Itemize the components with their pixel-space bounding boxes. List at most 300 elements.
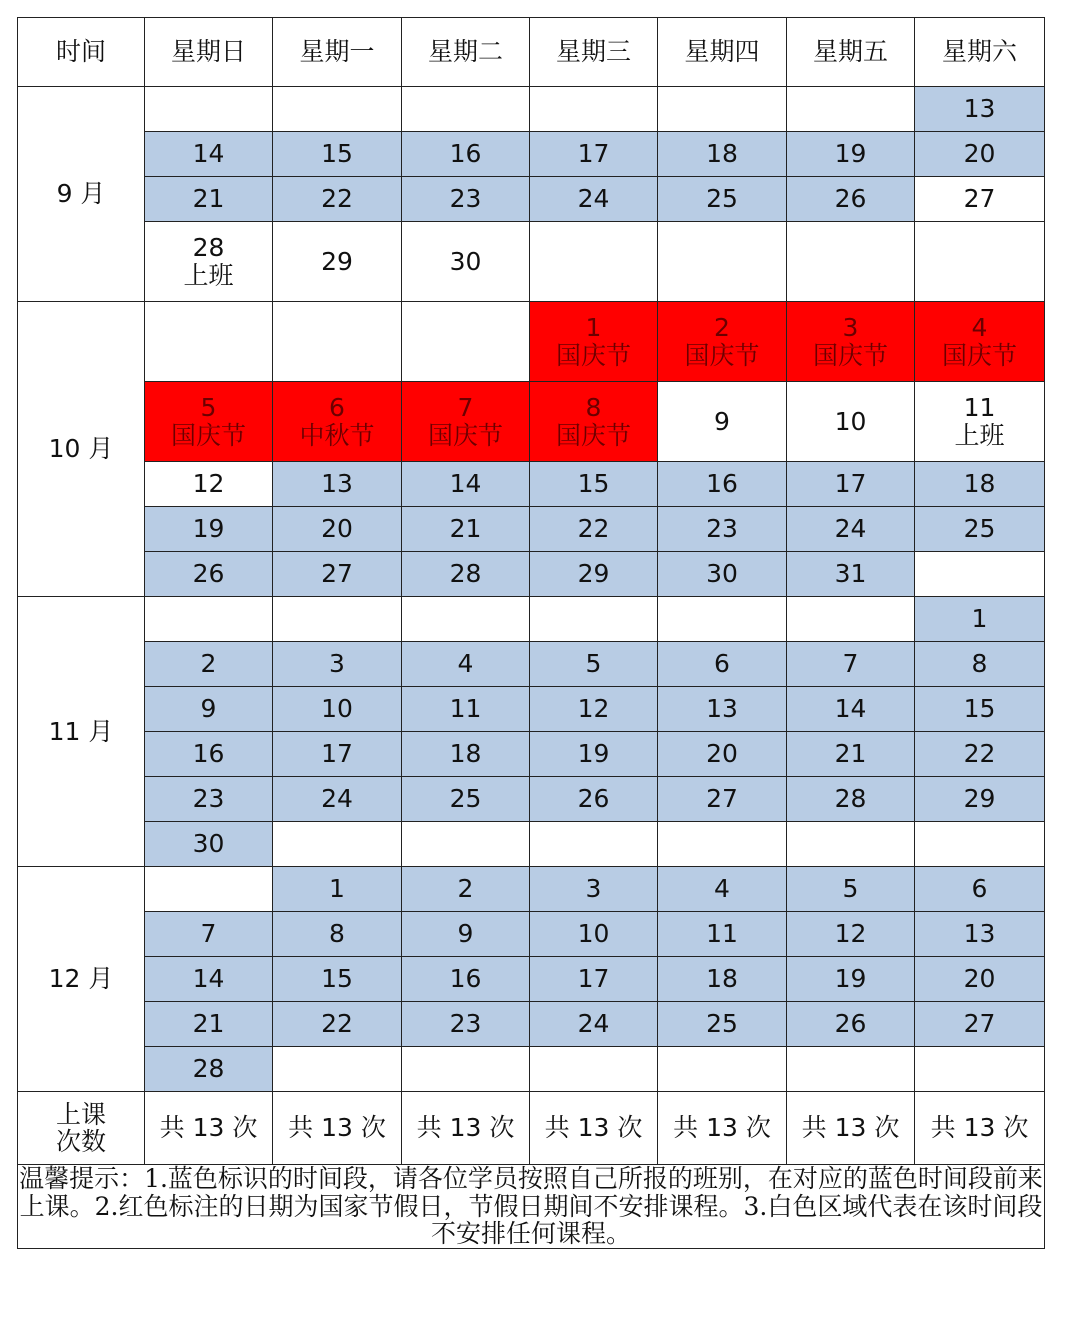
week-row bbox=[18, 222, 1045, 302]
class-day-cell bbox=[530, 912, 658, 957]
class-day-cell bbox=[273, 177, 402, 222]
day-number: 27 bbox=[963, 184, 996, 214]
day-note: 国庆节 bbox=[684, 340, 760, 370]
class-day-cell bbox=[145, 132, 273, 177]
class-day-cell bbox=[145, 177, 273, 222]
day-number: 6 bbox=[714, 649, 730, 679]
day-number: 23 bbox=[706, 514, 738, 544]
day-number: 24 bbox=[834, 514, 867, 544]
week-row bbox=[18, 912, 1045, 957]
day-number: 17 bbox=[577, 139, 610, 169]
empty-cell bbox=[658, 1047, 787, 1092]
class-day-cell bbox=[915, 1002, 1045, 1047]
class-day-cell bbox=[787, 462, 915, 507]
weekday-header-fri: 星期五 bbox=[787, 18, 915, 87]
empty-cell bbox=[273, 597, 402, 642]
week-row bbox=[18, 1047, 1045, 1092]
day-number: 18 bbox=[706, 139, 738, 169]
class-day-cell bbox=[273, 132, 402, 177]
day-cell bbox=[658, 382, 787, 462]
class-day-cell bbox=[273, 462, 402, 507]
class-day-cell bbox=[530, 732, 658, 777]
class-day-cell bbox=[915, 87, 1045, 132]
header-row bbox=[18, 18, 1045, 87]
class-day-cell bbox=[915, 957, 1045, 1002]
class-day-cell bbox=[145, 1002, 273, 1047]
time-header: 时间 bbox=[18, 18, 145, 87]
class-count-value: 共 13 次 bbox=[273, 1092, 402, 1165]
day-number: 9 bbox=[714, 406, 730, 436]
week-row bbox=[18, 382, 1045, 462]
weekday-header-sat: 星期六 bbox=[915, 18, 1045, 87]
weekday-header-mon: 星期一 bbox=[273, 18, 402, 87]
class-day-cell bbox=[658, 177, 787, 222]
class-day-cell bbox=[658, 462, 787, 507]
week-row bbox=[18, 87, 1045, 132]
class-day-cell bbox=[145, 777, 273, 822]
day-number: 25 bbox=[706, 1009, 738, 1039]
class-day-cell bbox=[787, 957, 915, 1002]
day-number: 19 bbox=[192, 514, 225, 544]
class-day-cell bbox=[530, 462, 658, 507]
day-number: 22 bbox=[321, 184, 353, 214]
day-number: 27 bbox=[321, 559, 353, 589]
class-day-cell bbox=[658, 552, 787, 597]
week-row bbox=[18, 552, 1045, 597]
day-number: 15 bbox=[321, 964, 353, 994]
day-number: 20 bbox=[321, 514, 353, 544]
day-cell bbox=[787, 382, 915, 462]
empty-cell bbox=[787, 222, 915, 302]
class-day-cell bbox=[530, 552, 658, 597]
day-number: 23 bbox=[449, 184, 482, 214]
class-day-cell bbox=[530, 1002, 658, 1047]
class-day-cell bbox=[787, 507, 915, 552]
class-day-cell bbox=[273, 642, 402, 687]
day-note: 上班 bbox=[183, 260, 234, 290]
day-number: 7 bbox=[457, 393, 474, 422]
week-row bbox=[18, 177, 1045, 222]
day-number: 21 bbox=[449, 514, 482, 544]
class-day-cell bbox=[787, 1002, 915, 1047]
class-day-cell bbox=[658, 957, 787, 1002]
empty-cell bbox=[658, 222, 787, 302]
class-day-cell bbox=[402, 132, 530, 177]
empty-cell bbox=[658, 597, 787, 642]
month-label: 11 月 bbox=[18, 597, 145, 867]
day-number: 31 bbox=[834, 559, 867, 589]
day-number: 13 bbox=[706, 694, 738, 724]
weekday-header-thu: 星期四 bbox=[658, 18, 787, 87]
class-day-cell bbox=[658, 687, 787, 732]
day-number: 28 bbox=[449, 559, 482, 589]
week-row bbox=[18, 302, 1045, 382]
day-number: 24 bbox=[577, 1009, 610, 1039]
day-number: 15 bbox=[577, 469, 610, 499]
empty-cell bbox=[787, 597, 915, 642]
class-day-cell bbox=[915, 642, 1045, 687]
class-day-cell bbox=[915, 687, 1045, 732]
day-number: 21 bbox=[192, 1009, 225, 1039]
class-count-row bbox=[18, 1092, 1045, 1165]
class-day-cell bbox=[787, 867, 915, 912]
empty-cell bbox=[530, 222, 658, 302]
day-number: 30 bbox=[706, 559, 738, 589]
class-day-cell bbox=[787, 552, 915, 597]
day-number: 21 bbox=[192, 184, 225, 214]
day-number: 18 bbox=[706, 964, 738, 994]
day-number: 28 bbox=[192, 1054, 225, 1084]
class-count-value: 共 13 次 bbox=[658, 1092, 787, 1165]
class-day-cell bbox=[915, 462, 1045, 507]
empty-cell bbox=[530, 822, 658, 867]
class-count-label-line: 上课 bbox=[55, 1099, 106, 1129]
week-row bbox=[18, 1002, 1045, 1047]
day-number: 10 bbox=[834, 406, 867, 436]
empty-cell bbox=[658, 87, 787, 132]
class-day-cell bbox=[402, 507, 530, 552]
day-number: 11 bbox=[963, 393, 996, 422]
empty-cell bbox=[273, 1047, 402, 1092]
day-number: 21 bbox=[834, 739, 867, 769]
day-number: 16 bbox=[449, 139, 482, 169]
day-number: 17 bbox=[834, 469, 867, 499]
week-row bbox=[18, 687, 1045, 732]
day-cell bbox=[145, 462, 273, 507]
class-day-cell bbox=[915, 597, 1045, 642]
day-number: 12 bbox=[192, 469, 225, 499]
day-number: 19 bbox=[834, 139, 867, 169]
holiday-cell bbox=[787, 302, 915, 382]
empty-cell bbox=[530, 1047, 658, 1092]
class-day-cell bbox=[145, 957, 273, 1002]
day-number: 10 bbox=[577, 919, 610, 949]
day-note: 国庆节 bbox=[941, 340, 1017, 370]
holiday-cell bbox=[658, 302, 787, 382]
day-number: 5 bbox=[842, 874, 859, 904]
day-note: 国庆节 bbox=[427, 420, 503, 450]
day-number: 13 bbox=[321, 469, 353, 499]
day-number: 17 bbox=[577, 964, 610, 994]
class-day-cell bbox=[402, 642, 530, 687]
day-number: 28 bbox=[192, 233, 225, 262]
day-number: 4 bbox=[457, 649, 474, 679]
class-day-cell bbox=[530, 507, 658, 552]
class-day-cell bbox=[530, 867, 658, 912]
empty-cell bbox=[530, 597, 658, 642]
class-day-cell bbox=[915, 777, 1045, 822]
week-row bbox=[18, 822, 1045, 867]
class-day-cell bbox=[145, 732, 273, 777]
empty-cell bbox=[402, 822, 530, 867]
day-number: 13 bbox=[963, 919, 996, 949]
day-note: 中秋节 bbox=[299, 420, 375, 450]
day-number: 7 bbox=[200, 919, 217, 949]
day-number: 7 bbox=[842, 649, 859, 679]
empty-cell bbox=[273, 87, 402, 132]
class-day-cell bbox=[273, 552, 402, 597]
empty-cell bbox=[402, 1047, 530, 1092]
class-day-cell bbox=[787, 777, 915, 822]
class-day-cell bbox=[658, 912, 787, 957]
class-day-cell bbox=[915, 732, 1045, 777]
class-day-cell bbox=[145, 507, 273, 552]
day-number: 19 bbox=[834, 964, 867, 994]
day-cell bbox=[915, 177, 1045, 222]
day-number: 18 bbox=[963, 469, 996, 499]
class-day-cell bbox=[915, 912, 1045, 957]
empty-cell bbox=[273, 822, 402, 867]
day-number: 3 bbox=[329, 649, 345, 679]
class-day-cell bbox=[915, 867, 1045, 912]
month-label: 12 月 bbox=[18, 867, 145, 1092]
class-day-cell bbox=[658, 507, 787, 552]
class-count-label bbox=[18, 1092, 145, 1165]
class-day-cell bbox=[402, 1002, 530, 1047]
class-count-value: 共 13 次 bbox=[787, 1092, 915, 1165]
class-day-cell bbox=[273, 732, 402, 777]
class-day-cell bbox=[402, 687, 530, 732]
day-number: 15 bbox=[963, 694, 996, 724]
class-count-value: 共 13 次 bbox=[402, 1092, 530, 1165]
day-cell bbox=[273, 222, 402, 302]
class-day-cell bbox=[787, 687, 915, 732]
day-number: 14 bbox=[192, 964, 225, 994]
day-number: 29 bbox=[577, 559, 610, 589]
day-number: 20 bbox=[963, 139, 996, 169]
weekday-header-tue: 星期二 bbox=[402, 18, 530, 87]
day-note: 国庆节 bbox=[812, 340, 888, 370]
day-number: 20 bbox=[706, 739, 738, 769]
class-day-cell bbox=[273, 507, 402, 552]
class-day-cell bbox=[145, 1047, 273, 1092]
class-day-cell bbox=[273, 912, 402, 957]
class-day-cell bbox=[658, 1002, 787, 1047]
day-number: 5 bbox=[585, 649, 602, 679]
class-day-cell bbox=[145, 822, 273, 867]
class-count-value: 共 13 次 bbox=[145, 1092, 273, 1165]
day-cell bbox=[915, 382, 1045, 462]
day-number: 8 bbox=[971, 649, 988, 679]
day-number: 27 bbox=[706, 784, 738, 814]
day-number: 14 bbox=[449, 469, 482, 499]
class-day-cell bbox=[402, 912, 530, 957]
day-number: 20 bbox=[963, 964, 996, 994]
week-row bbox=[18, 957, 1045, 1002]
class-day-cell bbox=[145, 552, 273, 597]
day-number: 30 bbox=[449, 246, 482, 276]
day-number: 16 bbox=[449, 964, 482, 994]
holiday-cell bbox=[402, 382, 530, 462]
day-number: 10 bbox=[321, 694, 353, 724]
week-row bbox=[18, 597, 1045, 642]
day-number: 18 bbox=[449, 739, 482, 769]
day-number: 30 bbox=[192, 829, 225, 859]
day-number: 14 bbox=[834, 694, 867, 724]
class-day-cell bbox=[787, 912, 915, 957]
empty-cell bbox=[145, 87, 273, 132]
day-number: 25 bbox=[963, 514, 996, 544]
schedule-table bbox=[17, 17, 1045, 1249]
day-number: 23 bbox=[192, 784, 225, 814]
class-day-cell bbox=[402, 732, 530, 777]
empty-cell bbox=[145, 302, 273, 382]
day-number: 24 bbox=[577, 184, 610, 214]
day-number: 26 bbox=[577, 784, 610, 814]
day-number: 2 bbox=[200, 649, 217, 679]
month-label: 10 月 bbox=[18, 302, 145, 597]
schedule-body bbox=[18, 18, 1045, 1249]
weekday-header-sun: 星期日 bbox=[145, 18, 273, 87]
class-day-cell bbox=[530, 177, 658, 222]
class-day-cell bbox=[273, 867, 402, 912]
week-row bbox=[18, 132, 1045, 177]
class-day-cell bbox=[530, 642, 658, 687]
class-day-cell bbox=[658, 732, 787, 777]
day-number: 14 bbox=[192, 139, 225, 169]
day-note: 国庆节 bbox=[555, 420, 631, 450]
class-day-cell bbox=[402, 552, 530, 597]
day-number: 27 bbox=[963, 1009, 996, 1039]
class-day-cell bbox=[145, 912, 273, 957]
class-day-cell bbox=[402, 177, 530, 222]
week-row bbox=[18, 642, 1045, 687]
day-number: 22 bbox=[321, 1009, 353, 1039]
empty-cell bbox=[915, 222, 1045, 302]
holiday-cell bbox=[915, 302, 1045, 382]
week-row bbox=[18, 777, 1045, 822]
empty-cell bbox=[915, 822, 1045, 867]
empty-cell bbox=[787, 87, 915, 132]
empty-cell bbox=[145, 867, 273, 912]
class-day-cell bbox=[915, 132, 1045, 177]
class-day-cell bbox=[787, 732, 915, 777]
class-day-cell bbox=[402, 957, 530, 1002]
empty-cell bbox=[530, 87, 658, 132]
class-day-cell bbox=[530, 957, 658, 1002]
class-count-value: 共 13 次 bbox=[915, 1092, 1045, 1165]
holiday-cell bbox=[273, 382, 402, 462]
empty-cell bbox=[658, 822, 787, 867]
day-number: 25 bbox=[706, 184, 738, 214]
day-number: 12 bbox=[577, 694, 610, 724]
day-number: 4 bbox=[971, 313, 988, 342]
day-number: 3 bbox=[842, 313, 859, 342]
empty-cell bbox=[915, 1047, 1045, 1092]
day-number: 1 bbox=[329, 874, 345, 904]
reminder-note: 温馨提示：1.蓝色标识的时间段，请各位学员按照自己所报的班别，在对应的蓝色时间段前来上课。2.红色标注的日期为国家节假日，节假日期间不安排课程。3.白色区域代表在该时间段不安排任何课程。 bbox=[19, 1164, 1043, 1248]
day-number: 2 bbox=[457, 874, 474, 904]
day-number: 8 bbox=[585, 393, 602, 422]
day-note: 上班 bbox=[954, 420, 1005, 450]
day-number: 19 bbox=[577, 739, 610, 769]
empty-cell bbox=[787, 822, 915, 867]
day-number: 15 bbox=[321, 139, 353, 169]
class-day-cell bbox=[658, 132, 787, 177]
schedule-sheet bbox=[17, 17, 1044, 1249]
class-day-cell bbox=[915, 507, 1045, 552]
day-number: 11 bbox=[449, 694, 482, 724]
empty-cell bbox=[787, 1047, 915, 1092]
day-cell bbox=[402, 222, 530, 302]
week-row bbox=[18, 867, 1045, 912]
day-number: 26 bbox=[834, 184, 867, 214]
class-day-cell bbox=[530, 132, 658, 177]
day-number: 6 bbox=[971, 874, 988, 904]
day-number: 8 bbox=[329, 919, 345, 949]
month-label: 9 月 bbox=[18, 87, 145, 302]
class-day-cell bbox=[787, 642, 915, 687]
day-number: 3 bbox=[585, 874, 602, 904]
day-number: 23 bbox=[449, 1009, 482, 1039]
empty-cell bbox=[402, 87, 530, 132]
class-day-cell bbox=[145, 687, 273, 732]
empty-cell bbox=[402, 597, 530, 642]
day-note: 国庆节 bbox=[170, 420, 246, 450]
day-number: 16 bbox=[706, 469, 738, 499]
class-day-cell bbox=[402, 777, 530, 822]
day-number: 28 bbox=[834, 784, 867, 814]
empty-cell bbox=[273, 302, 402, 382]
day-number: 2 bbox=[714, 313, 730, 342]
class-day-cell bbox=[658, 777, 787, 822]
day-number: 1 bbox=[585, 313, 602, 342]
day-number: 11 bbox=[706, 919, 738, 949]
class-day-cell bbox=[273, 687, 402, 732]
day-number: 24 bbox=[321, 784, 353, 814]
class-day-cell bbox=[273, 957, 402, 1002]
class-day-cell bbox=[402, 462, 530, 507]
class-day-cell bbox=[530, 687, 658, 732]
day-cell bbox=[145, 222, 273, 302]
day-number: 13 bbox=[963, 94, 996, 124]
empty-cell bbox=[402, 302, 530, 382]
day-number: 16 bbox=[192, 739, 225, 769]
class-day-cell bbox=[658, 867, 787, 912]
day-number: 17 bbox=[321, 739, 353, 769]
class-day-cell bbox=[787, 132, 915, 177]
week-row bbox=[18, 462, 1045, 507]
class-count-value: 共 13 次 bbox=[530, 1092, 658, 1165]
class-day-cell bbox=[658, 642, 787, 687]
week-row bbox=[18, 507, 1045, 552]
day-number: 26 bbox=[834, 1009, 867, 1039]
holiday-cell bbox=[530, 302, 658, 382]
day-number: 4 bbox=[714, 874, 730, 904]
weekday-header-wed: 星期三 bbox=[530, 18, 658, 87]
week-row bbox=[18, 732, 1045, 777]
day-number: 22 bbox=[577, 514, 610, 544]
day-note: 国庆节 bbox=[555, 340, 631, 370]
empty-cell bbox=[915, 552, 1045, 597]
day-number: 29 bbox=[963, 784, 996, 814]
day-number: 6 bbox=[329, 393, 345, 422]
day-number: 26 bbox=[192, 559, 225, 589]
class-day-cell bbox=[787, 177, 915, 222]
day-number: 12 bbox=[834, 919, 867, 949]
class-day-cell bbox=[273, 777, 402, 822]
class-day-cell bbox=[273, 1002, 402, 1047]
day-number: 29 bbox=[321, 246, 353, 276]
empty-cell bbox=[145, 597, 273, 642]
day-number: 22 bbox=[963, 739, 996, 769]
class-day-cell bbox=[530, 777, 658, 822]
class-count-label-line: 次数 bbox=[55, 1127, 106, 1156]
day-number: 25 bbox=[449, 784, 482, 814]
note-row bbox=[18, 1165, 1045, 1249]
class-day-cell bbox=[145, 642, 273, 687]
day-number: 1 bbox=[971, 604, 988, 634]
